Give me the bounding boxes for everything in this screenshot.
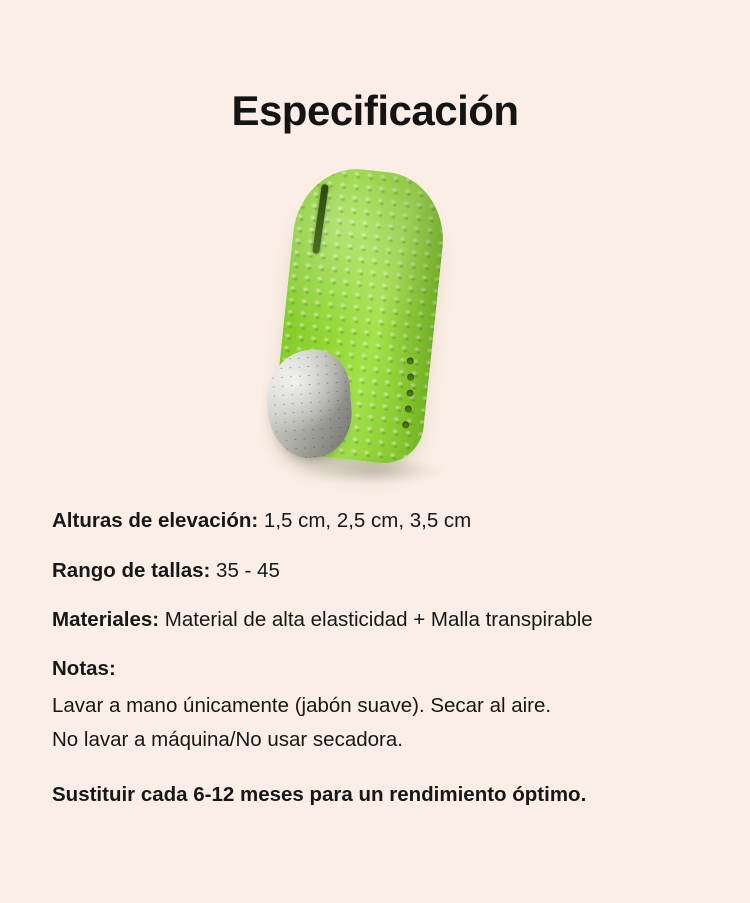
spec-row-size-range (52, 558, 698, 584)
spec-value-size-range: 35 - 45 (210, 558, 280, 582)
notes-label: Notas: (52, 657, 116, 681)
replacement-advice: Sustituir cada 6-12 meses para un rendimiento óptimo. (52, 782, 587, 806)
spec-row-materials (52, 607, 698, 633)
spec-label-heights: Alturas de elevación: (52, 509, 259, 533)
drop-shadow (297, 458, 447, 484)
product-image (0, 162, 750, 502)
specification-list (0, 502, 750, 806)
heel-mesh-pad (263, 347, 354, 461)
spec-label-materials: Materiales: (52, 608, 160, 632)
spec-row-heights (52, 508, 698, 534)
page-title: Especificación (231, 87, 519, 134)
note-line-2: No lavar a máquina/No usar secadora. (52, 727, 403, 751)
note-line-1: Lavar a mano únicamente (jabón suave). Secar al aire. (52, 694, 552, 718)
pad-mesh-texture (263, 347, 354, 461)
insole-illustration (245, 162, 505, 492)
spec-value-materials: Material de alta elasticidad + Malla transpirable (159, 608, 593, 632)
spec-value-heights: 1,5 cm, 2,5 cm, 3,5 cm (258, 509, 472, 533)
spec-label-size-range: Rango de tallas: (52, 558, 211, 582)
